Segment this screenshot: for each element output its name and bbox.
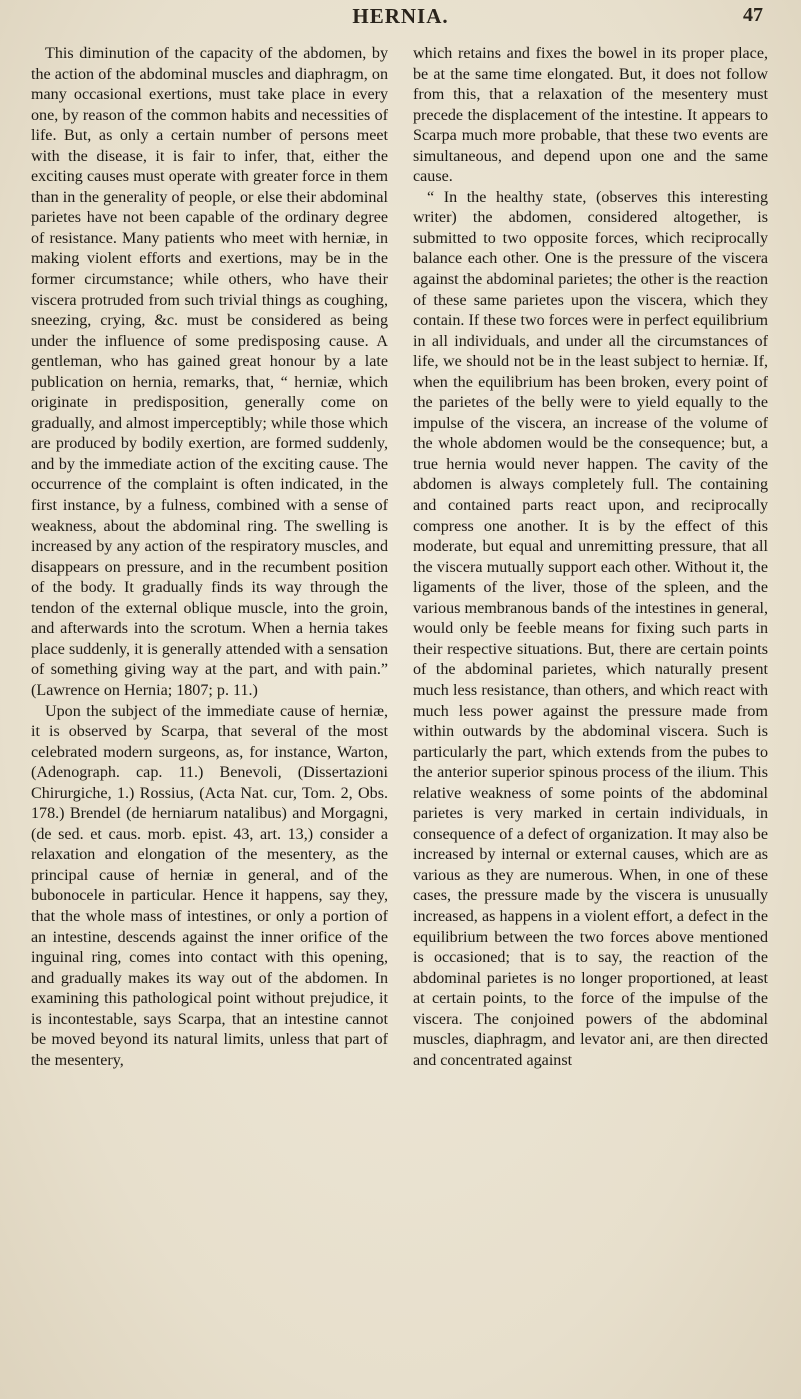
paragraph: Upon the subject of the immediate cause of herniæ, it is observed by Scarpa, that several of the most celebrated modern surgeons, as, for instance, Warton, (Adenograph. cap. 11.) Benevoli, (Dissertazioni Chirurgiche, 1.) Rossius, (Acta Nat. cur, Tom. 2, Obs. 178.) Brendel (de herniarum natalibus) and Morgagni, (de sed. et caus. morb. epist. 43, art. 13,) consider a relaxation and elongation of the mesentery, as the principal cause of herniæ in general, and of the bubonocele in particular. Hence it happens, say they, that the whole mass of intestines, or only a portion of an intestine, descends against the inner orifice of the inguinal ring, comes into contact with this opening, and gradually makes its way out of the abdomen. In examining this pathological point without prejudice, it is incontestable, says Scarpa, that an intestine cannot be moved beyond its natural limits, unless that part of the mesentery, bbox=[31, 702, 388, 1069]
running-title: HERNIA. bbox=[352, 4, 449, 28]
page-number: 47 bbox=[743, 4, 763, 26]
left-column bbox=[31, 44, 388, 1071]
running-head bbox=[0, 4, 801, 30]
paragraph: “ In the healthy state, (observes this interesting writer) the abdomen, considered altogether, is submitted to two opposite forces, which reciprocally balance each other. One is the pressure of the viscera against the abdominal parietes; the other is the reaction of these same parietes upon the viscera, which they contain. If these two forces were in perfect equilibrium in all individuals, and under all the circumstances of life, we should not be in the least subject to herniæ. If, when the equilibrium has been broken, every point of the parietes of the belly were to yield equally to the impulse of the viscera, an increase of the volume of the whole abdomen would be the consequence; but, a true hernia would never happen. The cavity of the abdomen is always completely full. The containing and contained parts react upon, and reciprocally compress one another. It is by the effect of this moderate, but equal and unremitting pressure, that all the viscera mutually support each other. Without it, the ligaments of the liver, those of the spleen, and the various membranous bands of the intestines in general, would only be feeble means for fixing such parts in their respective situations. But, there are certain points of the abdominal parietes, which naturally present much less resistance, than others, and which react with much less power against the pressure made from within outwards by the abdominal viscera. Such is particularly the part, which extends from the pubes to the anterior superior spinous process of the ilium. This relative weakness of some points of the abdominal parietes is very marked in certain individuals, in consequence of a defect of organization. It may also be increased by internal or external causes, which are as various as they are numerous. When, in one of these cases, the pressure made by the viscera is unusually increased, as happens in a violent effort, a defect in the equilibrium between the two forces above mentioned is occasioned; that is to say, the reaction of the abdominal parietes is no longer proportioned, at least at certain points, to the force of the impulse of the viscera. The conjoined powers of the abdominal muscles, diaphragm, and levator ani, are then directed and concentrated against bbox=[413, 188, 768, 1069]
paragraph: This diminution of the capacity of the abdomen, by the action of the abdominal muscles and diaphragm, on many occasional exertions, must take place in every one, by reason of the common habits and necessities of life. But, as only a certain number of persons meet with the disease, it is fair to infer, that, either the exciting causes must operate with greater force in them than in the generality of people, or else their abdominal parietes have not been capable of the ordinary degree of resistance. Many patients who meet with herniæ, in making violent efforts and exertions, may be in the former circumstance; while others, who have their viscera protruded from such trivial things as coughing, sneezing, crying, &c. must be considered as being under the influence of some predisposing cause. A gentleman, who has gained great honour by a late publication on hernia, remarks, that, “ herniæ, which originate in predisposition, generally come on gradually, and almost imperceptibly; while those which are produced by bodily exertion, are formed suddenly, and by the immediate action of the exciting cause. The occurrence of the complaint is often indicated, in the first instance, by a fulness, combined with a sense of weakness, about the abdominal ring. The swelling is increased by any action of the respiratory muscles, and disappears on pressure, and in the recumbent position of the body. It gradually finds its way through the tendon of the external oblique muscle, into the groin, and afterwards into the scrotum. When a hernia takes place suddenly, it is generally attended with a sensation of something giving way at the part, and with pain.” (Lawrence on Hernia; 1807; p. 11.) bbox=[31, 45, 388, 699]
paragraph: which retains and fixes the bowel in its proper place, be at the same time elongated. But, it does not follow from this, that a relaxation of the mesentery must precede the displacement of the intestine. It appears to Scarpa much more probable, that these two events are simultaneous, and depend upon one and the same cause. bbox=[413, 45, 768, 186]
right-column bbox=[413, 44, 768, 1071]
